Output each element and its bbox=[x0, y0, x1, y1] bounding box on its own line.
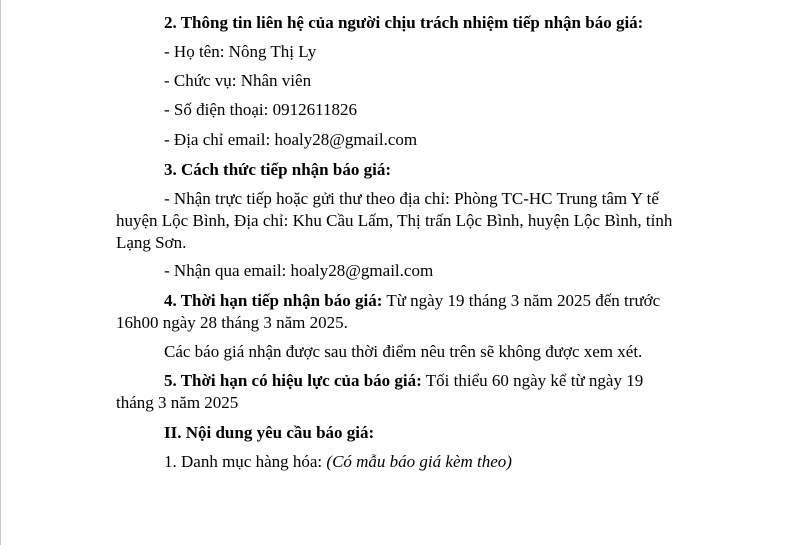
section4-text-line2: 16h00 ngày 28 tháng 3 năm 2025. bbox=[116, 313, 348, 332]
section3-heading: 3. Cách thức tiếp nhận báo giá: bbox=[164, 160, 391, 179]
section5-text-line1: Tối thiểu 60 ngày kể từ ngày 19 bbox=[425, 371, 644, 390]
contact-position: - Chức vụ: Nhân viên bbox=[164, 71, 312, 90]
section4-line1 bbox=[164, 289, 660, 312]
receive-direct-line3: Lạng Sơn. bbox=[116, 233, 187, 252]
part2-heading: II. Nội dung yêu cầu báo giá: bbox=[164, 423, 375, 442]
section5-text-line2: tháng 3 năm 2025 bbox=[116, 393, 239, 412]
contact-name: - Họ tên: Nông Thị Ly bbox=[164, 42, 317, 61]
receive-direct-line2: huyện Lộc Bình, Địa chỉ: Khu Cầu Lấm, Thị trấn Lộc Bình, huyện Lộc Bình, tỉnh bbox=[116, 211, 673, 230]
item1-label: 1. Danh mục hàng hóa: bbox=[164, 452, 323, 471]
item1-note: (Có mẫu báo giá kèm theo) bbox=[326, 452, 512, 471]
section4-text-line1: Từ ngày 19 tháng 3 năm 2025 đến trước bbox=[386, 291, 661, 310]
section5-line1 bbox=[164, 369, 643, 392]
receive-email: - Nhận qua email: hoaly28@gmail.com bbox=[164, 261, 434, 280]
section4-label: 4. Thời hạn tiếp nhận báo giá: bbox=[164, 291, 383, 310]
page-left-border bbox=[0, 0, 1, 545]
contact-phone: - Số điện thoại: 0912611826 bbox=[164, 100, 357, 119]
late-quotes-note: Các báo giá nhận được sau thời điểm nêu trên sẽ không được xem xét. bbox=[164, 342, 643, 361]
receive-direct-line1: - Nhận trực tiếp hoặc gửi thư theo địa chỉ: Phòng TC-HC Trung tâm Y tế bbox=[164, 189, 659, 208]
section5-label: 5. Thời hạn có hiệu lực của báo giá: bbox=[164, 371, 422, 390]
section2-heading: 2. Thông tin liên hệ của người chịu trách nhiệm tiếp nhận báo giá: bbox=[164, 13, 644, 32]
contact-email: - Địa chỉ email: hoaly28@gmail.com bbox=[164, 130, 418, 149]
item1-line bbox=[164, 450, 512, 473]
